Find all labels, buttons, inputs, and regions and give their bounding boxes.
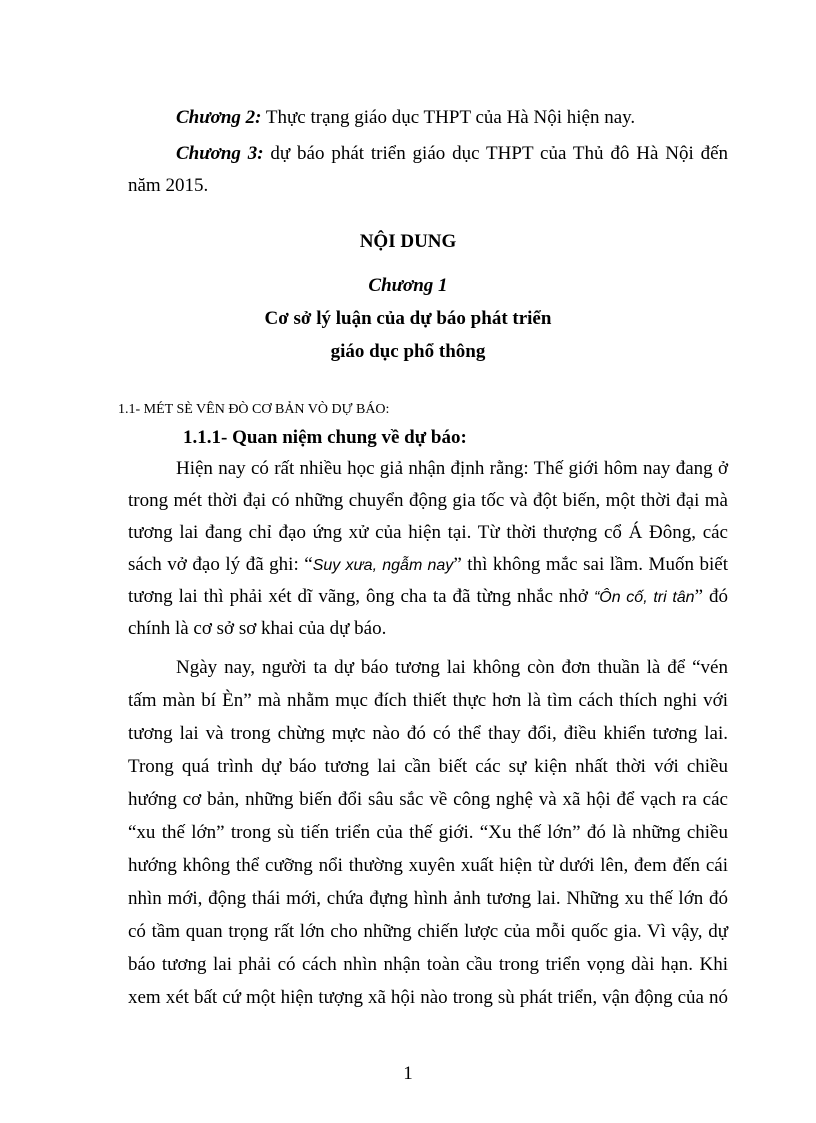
chapter-3-text: dự báo phát triển giáo dục THPT của Thủ đô Hà Nội đến [263, 143, 728, 164]
para1-line-4 [128, 553, 728, 578]
intro-chapter-3 [176, 142, 728, 166]
para1-line-6: chính là cơ sở sơ khai của dự báo. [128, 618, 387, 639]
para2-line-8: nhìn mới, động thái mới, chứa đựng hình ảnh tương lai. Những xu thế lớn đó [128, 888, 728, 909]
para2-line-5: hướng cơ bản, những biến đổi sâu sắc về công nghệ và xã hội để vạch ra các [128, 789, 728, 810]
para2-line-6: “xu thế lớn” trong sù tiến triển của thế giới. “Xu thế lớn” đó là những chiều [128, 822, 728, 843]
para2-line-7: hướng không thể cưỡng nổi thường xuyên xuất hiện từ dưới lên, đem đến cái [128, 855, 728, 876]
para2-line-9: có tầm quan trọng rất lớn cho những chiến lược của mỗi quốc gia. Vì vậy, dự [128, 921, 728, 942]
subsection-heading: 1.1- MÉT SÈ VÊN ĐÒ CƠ BẢN VÒ DỰ BÁO: [118, 402, 390, 417]
quote-on-co: “Ôn cố, tri tân [593, 589, 695, 606]
para1-line-4-c: ” thì không mắc sai lầm. Muốn biết [453, 554, 728, 575]
chapter-title-line-1: Cơ sở lý luận của dự báo phát triển [264, 308, 552, 329]
para2-line-4: Trong quá trình dự báo tương lai cần biết các sự kiện nhất thời với chiều [128, 756, 728, 777]
para1-line-5 [128, 585, 728, 610]
chapter-2-text: Thực trạng giáo dục THPT của Hà Nội hiện nay. [261, 107, 636, 128]
chapter-heading: Chương 1 [368, 275, 448, 296]
para2-line-3: tương lai và trong chừng mực nào đó có thể thay đổi, điều khiển tương lai. [128, 723, 728, 744]
chapter-3-label: Chương 3: [176, 143, 264, 164]
para2-line-1: Ngày nay, người ta dự báo tương lai không còn đơn thuần là để “vén [176, 657, 728, 678]
quote-suy-xua: Suy xưa, ngẫm nay [312, 557, 454, 574]
para1-line-1: Hiện nay có rất nhiều học giả nhận định rằng: Thế giới hôm nay đang ở [176, 458, 728, 479]
chapter-title-line-2: giáo dục phổ thông [330, 341, 486, 362]
sub-subsection-heading: 1.1.1- Quan niệm chung về dự báo: [183, 427, 467, 448]
section-heading: NỘI DUNG [359, 231, 457, 252]
para1-line-5-c: ” đó [694, 586, 729, 607]
intro-chapter-2 [176, 106, 728, 130]
para1-line-2: trong mét thời đại có những chuyển động gia tốc và đột biến, một thời đại mà [128, 490, 728, 511]
para2-line-10: báo tương lai phải có cách nhìn nhận toàn cầu trong triển vọng dài hạn. Khi [128, 954, 728, 975]
intro-chapter-3-cont: năm 2015. [128, 175, 209, 196]
chapter-2-label: Chương 2: [176, 107, 262, 128]
para1-line-4-a: sách vở đạo lý đã ghi: “ [128, 554, 313, 575]
page-number: 1 [403, 1063, 413, 1084]
para2-line-2: tấm màn bí Èn” mà nhằm mục đích thiết thực hơn là tìm cách thích nghi với [128, 690, 728, 711]
para2-line-11: xem xét bất cứ một hiện tượng xã hội nào trong sù phát triển, vận động của nó [128, 987, 728, 1008]
para1-line-3: tương lai đang chỉ đạo ứng xử của hiện tại. Từ thời thượng cổ Á Đông, các [128, 522, 728, 543]
para1-line-5-a: tương lai thì phải xét dĩ vãng, ông cha ta đã từng nhắc nhở [128, 586, 594, 607]
